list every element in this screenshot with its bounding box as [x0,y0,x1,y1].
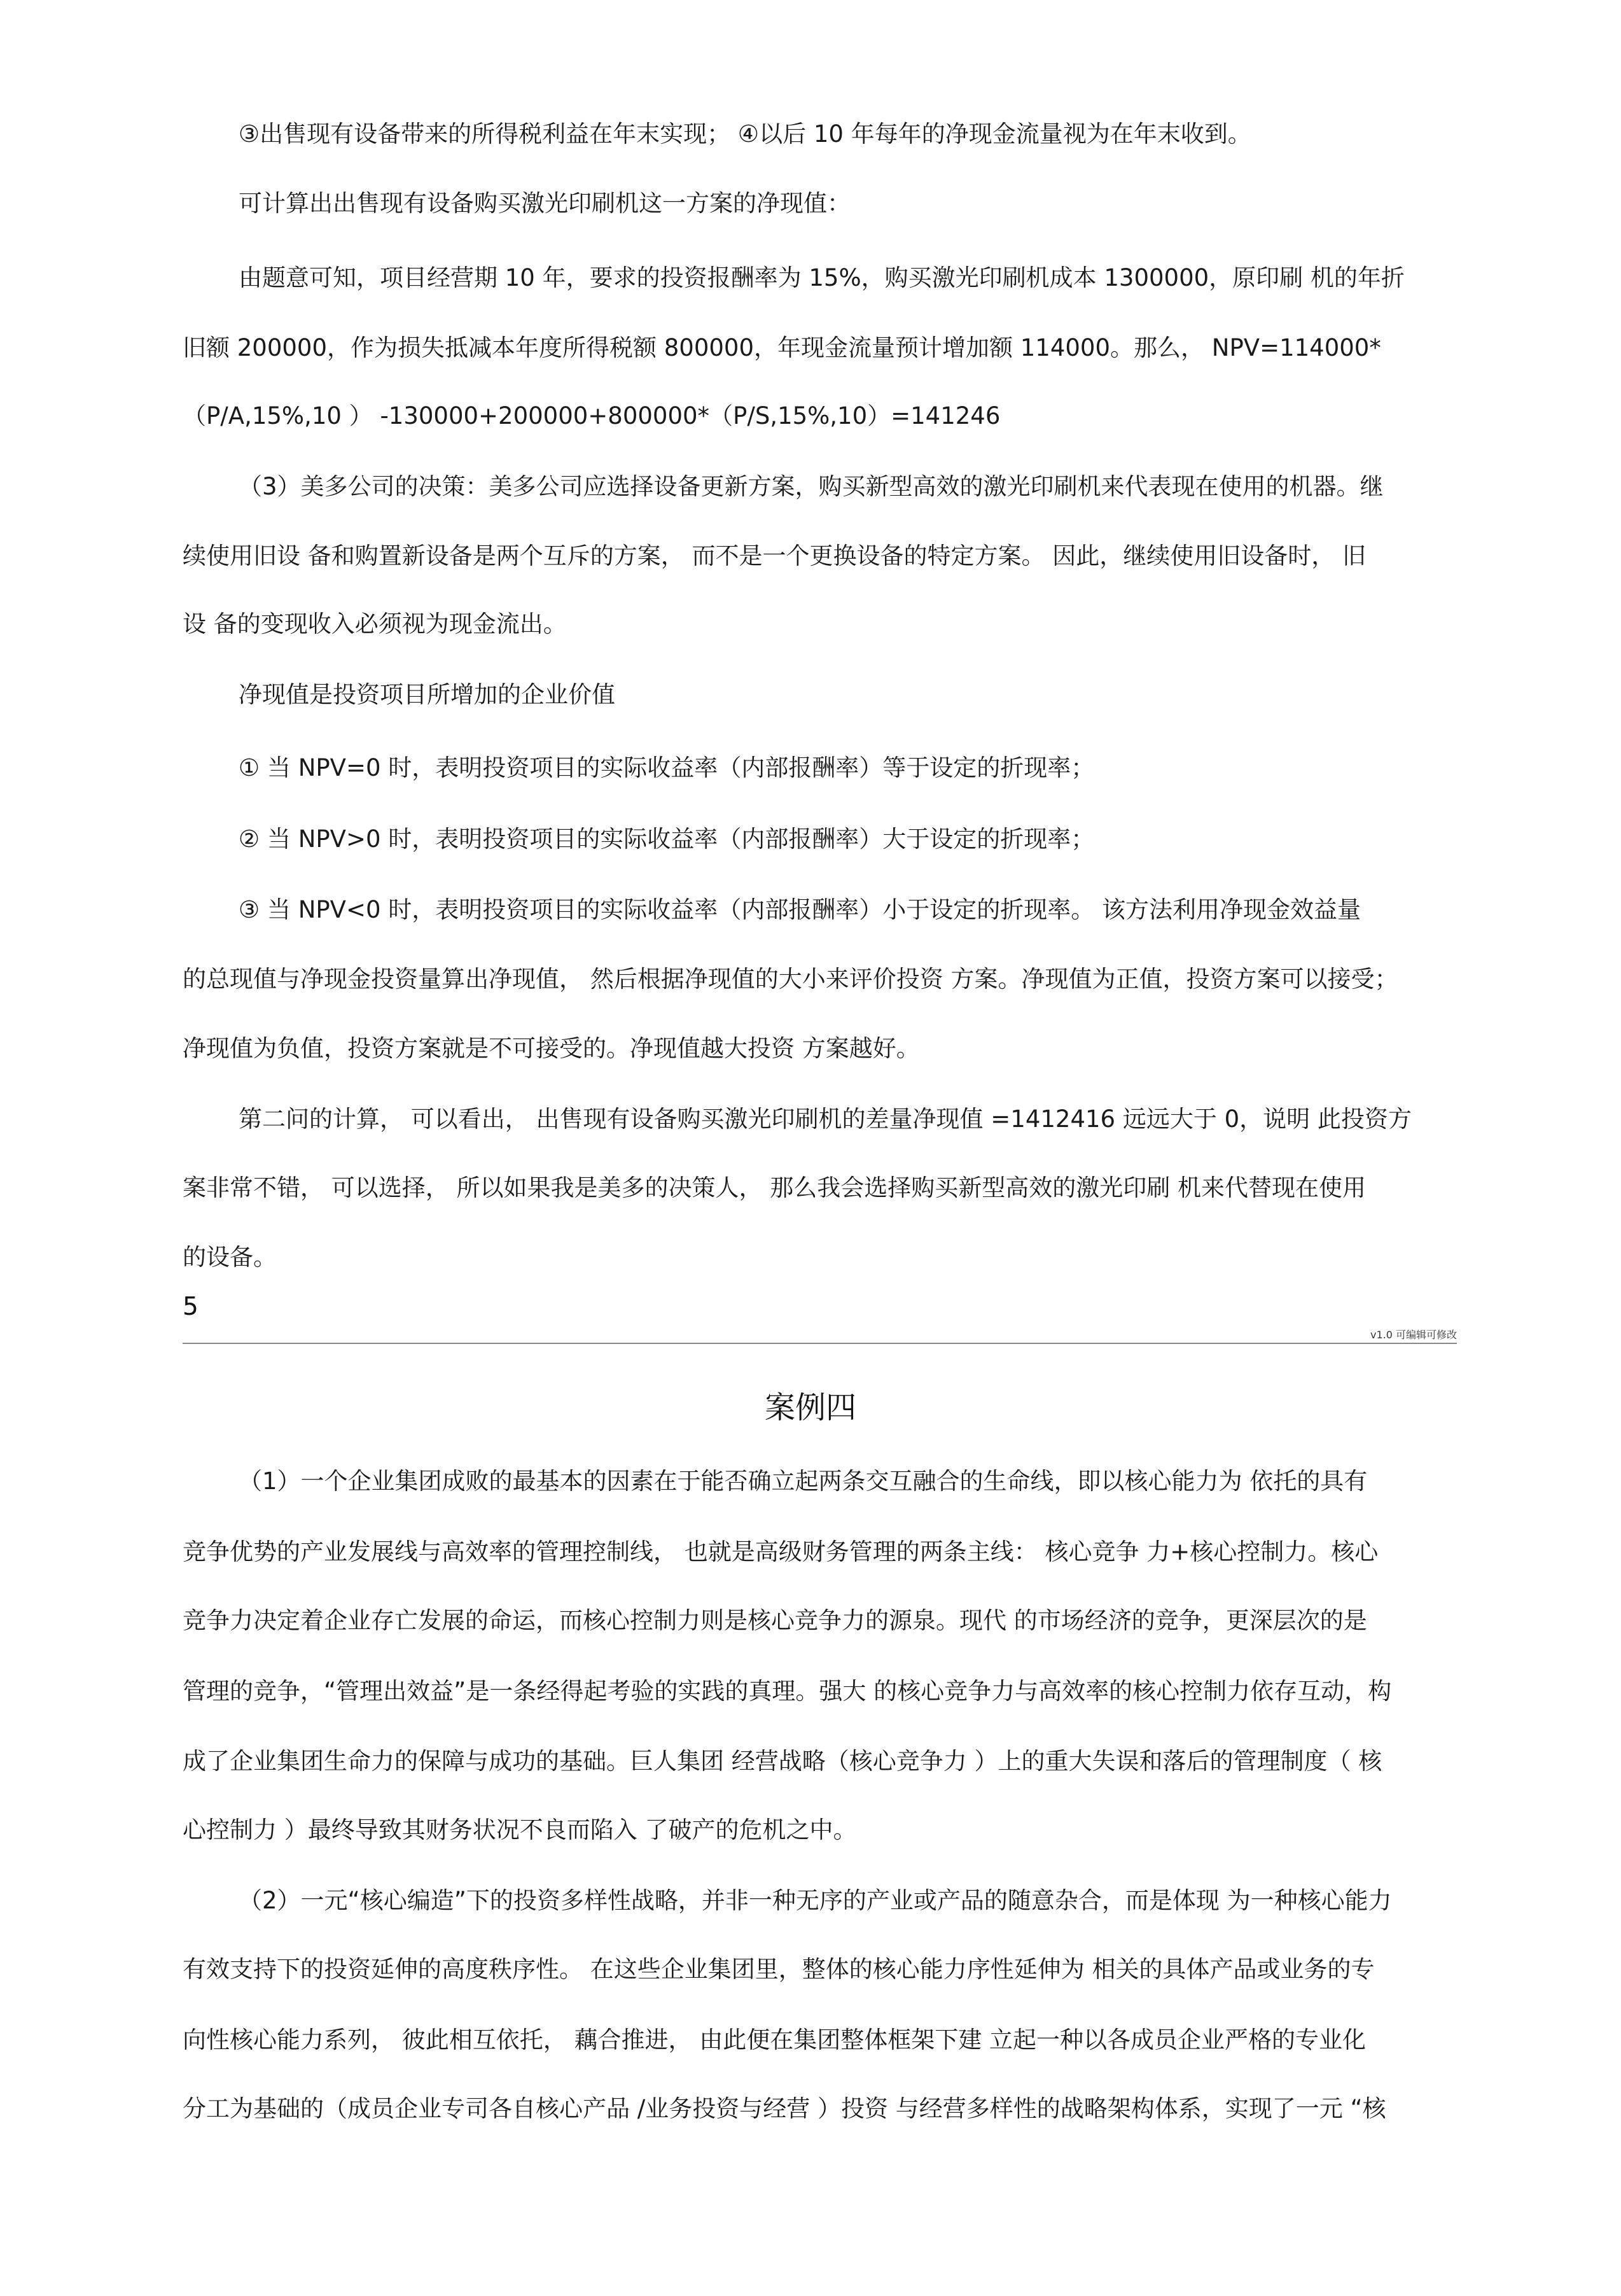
paragraph-line: （1）一个企业集团成败的最基本的因素在于能否确立起两条交互融合的生命线，即以核心能力为 依托的具有 [239,1467,1368,1495]
paragraph-line: 成了企业集团生命力的保障与成功的基础。巨人集团 经营战略（核心竞争力 ）上的重大失误和落后的管理制度（ 核 [183,1747,1382,1775]
paragraph-line: 净现值为负值，投资方案就是不可接受的。净现值越大投资 方案越好。 [183,1035,920,1062]
paragraph-line: 的设备。 [183,1243,277,1271]
paragraph-line: 可计算出出售现有设备购买激光印刷机这一方案的净现值： [239,190,851,217]
footer-divider [183,1343,1457,1344]
paragraph-line: 续使用旧设 备和购置新设备是两个互斥的方案， 而不是一个更换设备的特定方案。 因此，继续使用旧设备时， 旧 [183,542,1367,570]
paragraph-line: 心控制力 ）最终导致其财务状况不良而陷入 了破产的危机之中。 [183,1816,857,1844]
list-item: ① 当 NPV=0 时，表明投资项目的实际收益率（内部报酬率）等于设定的折现率； [239,754,1095,781]
paragraph-line: 向性核心能力系列， 彼此相互依托， 藕合推进， 由此便在集团整体框架下建 立起一种以各成员企业严格的专业化 [183,2026,1367,2054]
paragraph-line: （2）一元“核心编造”下的投资多样性战略，并非一种无序的产业或产品的随意杂合，而是体现 为一种核心能力 [239,1887,1392,1914]
list-item: ② 当 NPV>0 时，表明投资项目的实际收益率（内部报酬率）大于设定的折现率； [239,825,1095,853]
paragraph-line: 设 备的变现收入必须视为现金流出。 [183,610,567,638]
paragraph-line: （3）美多公司的决策：美多公司应选择设备更新方案，购买新型高效的激光印刷机来代表现在使用的机器。继 [239,473,1384,500]
paragraph-line: 有效支持下的投资延伸的高度秩序性。 在这些企业集团里，整体的核心能力序性延伸为 相关的具体产品或业务的专 [183,1956,1375,1983]
paragraph-line: 的总现值与净现金投资量算出净现值， 然后根据净现值的大小来评价投资 方案。净现值为正值，投资方案可以接受； [183,965,1398,993]
version-note: v1.0 可编辑可修改 [1370,1329,1457,1341]
paragraph-line: 净现值是投资项目所增加的企业价值 [239,681,615,708]
paragraph-line: 竞争优势的产业发展线与高效率的管理控制线， 也就是高级财务管理的两条主线： 核心竞争 力+核心控制力。核心 [183,1538,1379,1565]
paragraph-line: 分工为基础的（成员企业专司各自核心产品 /业务投资与经营 ）投资 与经营多样性的战略架构体系，实现了一元 “核 [183,2095,1386,2122]
paragraph-line: ③出售现有设备带来的所得税利益在年末实现； ④以后 10 年每年的净现金流量视为在年末收到。 [239,120,1251,148]
paragraph-line: 竞争力决定着企业存亡发展的命运，而核心控制力则是核心竞争力的源泉。现代 的市场经济的竞争，更深层次的是 [183,1607,1367,1634]
paragraph-line: 第二问的计算， 可以看出， 出售现有设备购买激光印刷机的差量净现值 =1412416 远远大于 0，说明 此投资方 [239,1105,1412,1133]
paragraph-line: 旧额 200000，作为损失抵减本年度所得税额 800000，年现金流量预计增加额 114000。那么， NPV=114000* [183,334,1381,361]
paragraph-line: 由题意可知，项目经营期 10 年，要求的投资报酬率为 15%，购买激光印刷机成本 1300000，原印刷 机的年折 [239,264,1405,291]
paragraph-line: 案非常不错， 可以选择， 所以如果我是美多的决策人， 那么我会选择购买新型高效的激光印刷 机来代替现在使用 [183,1174,1367,1201]
section-heading: 案例四 [764,1390,856,1425]
formula-line: （P/A,15%,10 ） -130000+200000+800000*（P/S,15%,10）=141246 [183,402,1001,430]
page-number: 5 [183,1292,198,1321]
paragraph-line: 管理的竞争，“管理出效益”是一条经得起考验的实践的真理。强大 的核心竞争力与高效率的核心控制力依存互动，构 [183,1677,1392,1705]
list-item: ③ 当 NPV<0 时，表明投资项目的实际收益率（内部报酬率）小于设定的折现率。 该方法利用净现金效益量 [239,896,1361,923]
